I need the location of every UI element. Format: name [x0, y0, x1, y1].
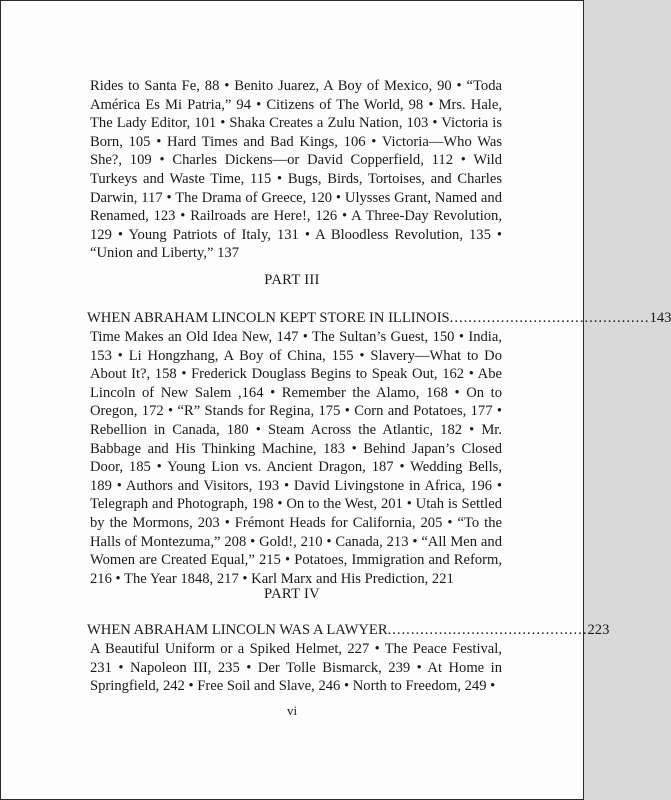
- chapter-page-number: 223: [587, 622, 610, 638]
- page-number: vi: [286, 703, 298, 718]
- chapter-entry-part-iv: [87, 621, 610, 640]
- leader-dots: ...........................................: [387, 622, 588, 638]
- chapter-title: WHEN ABRAHAM LINCOLN WAS A LAWYER: [87, 622, 388, 638]
- part-iii-contents-paragraph: Time Makes an Old Idea New, 147 • The Sultan’s Guest, 150 • India, 153 • Li Hongzhang, A Boy of China, 155 • Slavery—What to Do About It?, 158 • Frederick Douglass Begins to Speak Out, 162 • Abe Lincoln of New Salem ,164 • Remember the Alamo, 168 • On to Oregon, 172 • “R” Stands for Regina, 175 • Corn and Potatoes, 177 • Rebellion in Canada, 180 • Steam Across the Atlantic, 182 • Mr. Babbage and His Thinking Machine, 183 • Behind Japan’s Closed Door, 185 • Young Lion vs. Ancient Dragon, 187 • Wedding Bells, 189 • Authors and Visitors, 193 • David Livingstone in Africa, 196 • Telegraph and Photograph, 198 • On to the West, 201 • Utah is Settled by the Mormons, 203 • Frémont Heads for California, 205 • “To the Halls of Montezuma,” 208 • Gold!, 210 • Canada, 213 • “All Men and Women are Created Equal,” 215 • Potatoes, Immigration and Reform, 216 • The Year 1848, 217 • Karl Marx and His Prediction, 221: [90, 329, 502, 587]
- continued-contents-paragraph: Rides to Santa Fe, 88 • Benito Juarez, A Boy of Mexico, 90 • “Toda América Es Mi Patria,” 94 • Citizens of The World, 98 • Mrs. Hale, The Lady Editor, 101 • Shaka Creates a Zulu Nation, 103 • Victoria is Born, 105 • Hard Times and Bad Kings, 106 • Victoria—Who Was She?, 109 • Charles Dickens—or David Copperfield, 112 • Wild Turkeys and Waste Time, 115 • Bugs, Birds, Tortoises, and Charles Darwin, 117 • The Drama of Greece, 120 • Ulysses Grant, Named and Renamed, 123 • Railroads are Here!, 126 • A Three-Day Revolution, 129 • Young Patriots of Italy, 131 • A Bloodless Revolution, 135 • “Union and Liberty,” 137: [90, 78, 502, 262]
- chapter-entry-part-iii: [87, 309, 671, 328]
- chapter-title: WHEN ABRAHAM LINCOLN KEPT STORE IN ILLINOIS: [87, 310, 450, 326]
- leader-dots: ...........................................: [449, 310, 650, 326]
- part-iv-contents-paragraph: A Beautiful Uniform or a Spiked Helmet, 227 • The Peace Festival, 231 • Napoleon III, 235 • Der Tolle Bismarck, 239 • At Home in Springfield, 242 • Free Soil and Slave, 246 • North to Freedom, 249 •: [90, 641, 502, 695]
- chapter-page-number: 143: [649, 310, 671, 326]
- part-iii-heading: PART III: [264, 272, 320, 288]
- part-iv-heading: PART IV: [264, 586, 320, 602]
